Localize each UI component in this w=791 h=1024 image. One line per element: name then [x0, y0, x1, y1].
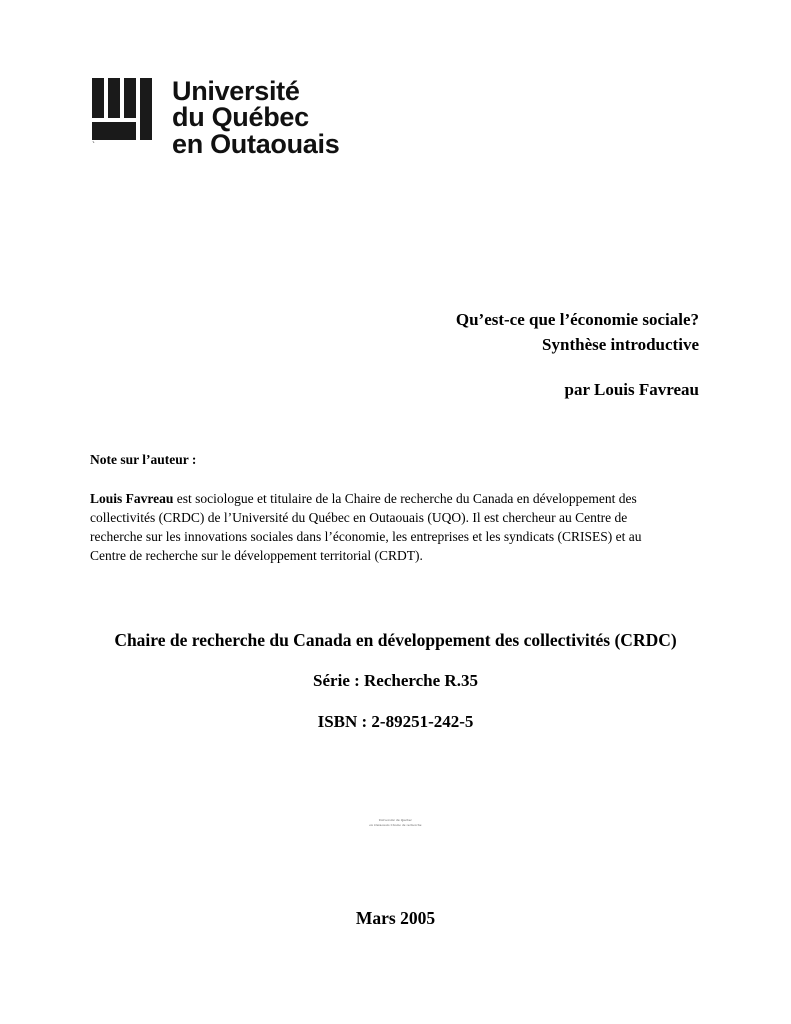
note-body-text: est sociologue et titulaire de la Chaire de recherche du Canada en développement des collectivités (CRDC) de l’Université du Québec en Outaouais (UQO). Il est chercheur au Centre de recherche sur les innovations sociales dans l’économie, les entreprises et les syndicats (CRISES) et au Centre de recherche sur le développement territorial (CRDT).	[90, 491, 642, 564]
isbn-line: ISBN : 2-89251-242-5	[317, 712, 474, 731]
author-byline: par Louis Favreau	[564, 380, 699, 399]
logo-line-2: du Québec	[172, 102, 309, 133]
series-line: Série : Recherche R.35	[313, 671, 478, 690]
title-line-1: Qu’est-ce que l’économie sociale?	[455, 310, 699, 329]
tiny-line-1: Université du Québec	[378, 818, 413, 822]
tiny-footer-artifact	[0, 818, 791, 829]
logo-line-3: en Outaouais	[172, 128, 340, 159]
note-body	[90, 489, 680, 566]
uqo-logo	[92, 78, 339, 157]
note-heading: Note sur l’auteur :	[90, 452, 197, 467]
uqo-logo-mark-icon	[92, 78, 162, 140]
publication-date: Mars 2005	[355, 908, 436, 928]
chair-line: Chaire de recherche du Canada en développement des collectivités (CRDC)	[114, 630, 677, 650]
note-author-name: Louis Favreau	[90, 491, 174, 506]
document-title	[456, 308, 699, 357]
logo-line-1: Université	[172, 76, 300, 106]
uqo-logo-text	[172, 78, 339, 157]
stray-tick-mark: `	[92, 140, 95, 150]
tiny-line-2: en Outaouais Chaire de recherche	[369, 823, 422, 828]
title-line-2: Synthèse introductive	[542, 334, 699, 354]
